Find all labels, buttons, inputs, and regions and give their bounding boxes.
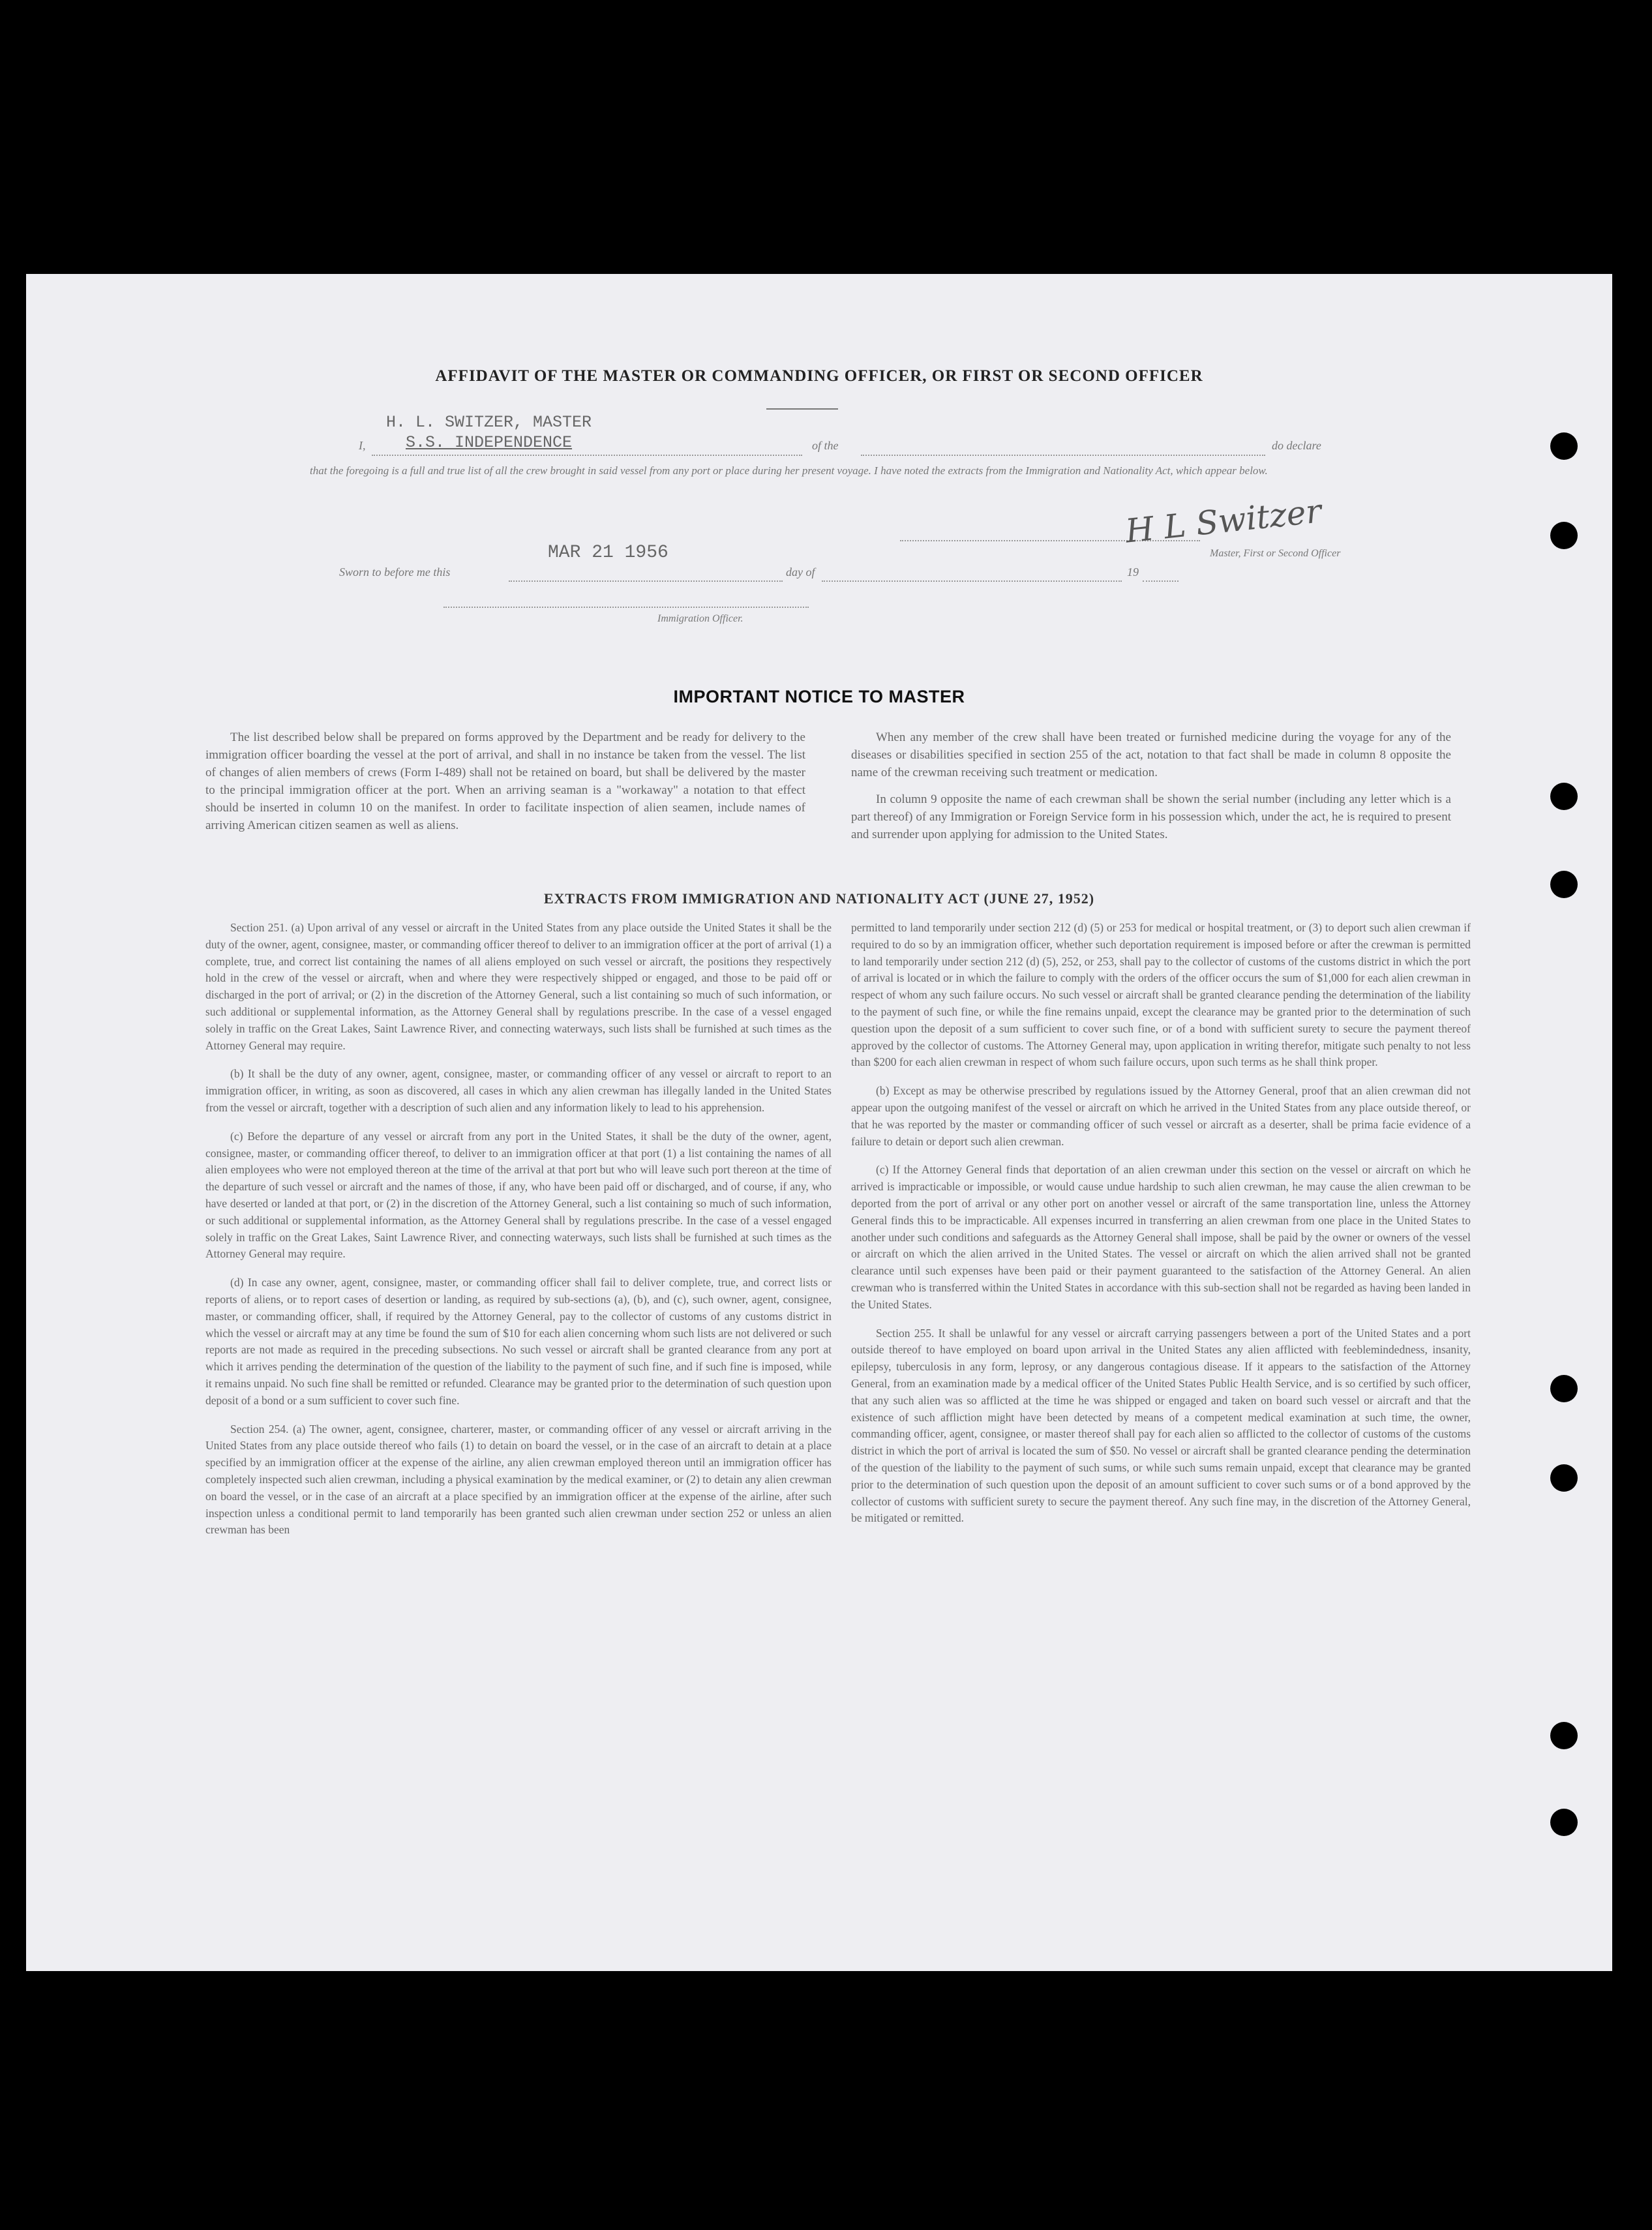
master-signature: H L Switzer [1123,492,1323,550]
binder-hole [1550,783,1578,810]
of-the-label: of the [812,439,839,452]
i-label: I, [359,439,366,452]
extract-paragraph: (b) Except as may be otherwise prescribed by regulations issued by the Attorney General, proof that an alien crewman did not appear upon the outgoing manifest of the vessel or aircraft on which he arrived in the United States from any place outside thereof, or that he was reported by the master or commanding officer of such vessel or aircraft as a deserter, shall be prima facie evidence of a failure to detain or deport such alien crewman. [851,1084,1471,1148]
extract-paragraph: Section 251. (a) Upon arrival of any vessel or aircraft in the United States from any place outside the United States it shall be the duty of the owner, agent, consignee, master, or commanding officer thereof to deliver to an immigration officer at the port of arrival (1) a complete, true, and correct list containing the names of all aliens employed on such vessel or aircraft, the positions they respectively hold in the crew of the vessel or aircraft, when and where they were respectively shipped or engaged, and those to be paid off or discharged in the port of arrival; or (2) in the discretion of the Attorney General, such a list containing so much of such information, or such additional or supplemental information, as the Attorney General shall by regulations prescribe. In the case of a vessel engaged solely in traffic on the Great Lakes, Saint Lawrence River, and connecting waterways, such lists shall be furnished at such times as the Attorney General may require. [205,921,832,1052]
extract-paragraph: (d) In case any owner, agent, consignee, master, or commanding officer shall fail to deliver complete, true, and correct lists or reports of aliens, or to report cases of desertion or landing, as required by sub-sections (a), (b), and (c), such owner, agent, consignee, master, or commanding officer, shall, if required by the Attorney General, pay to the collector of customs of any customs district in which the vessel or aircraft may at any time be found the sum of $10 for each alien concerning whom such lists are not delivered or such reports are not made as required in the preceding subsections. No such vessel or aircraft shall be granted clearance from any port at which it arrives pending the determination of the question of the liability to the payment of such fine, and if such fine is imposed, while it remains unpaid. No such fine shall be remitted or refunded. Clearance may be granted prior to the determination of such question upon deposit of a bond or a sum sufficient to cover such fine. [205,1276,832,1407]
declaration-text: that the foregoing is a full and true list of all the crew brought in said vessel from any port or place during her present voyage. I have noted the extracts from the Immigration and Nationality Act, which appear below. [310,464,1268,477]
affidavit-title: AFFIDAVIT OF THE MASTER OR COMMANDING OFFICER, OR FIRST OR SECOND OFFICER [435,367,1203,385]
binder-hole [1550,1722,1578,1749]
binder-hole [1550,1375,1578,1402]
extract-paragraph: (c) If the Attorney General finds that deportation of an alien crewman under this section on the vessel or aircraft on which he arrived is impracticable or impossible, or would cause undue hardship to such alien crewman, he may cause the alien crewman to be deported from the port of arrival or any other port on another vessel or aircraft of the same transportation line, unless the Attorney General finds this to be impracticable. All expenses incurred in transferring an alien crewman from one place in the United States to another under such conditions and safeguards as the Attorney General shall impose, shall be paid by the owner or owners of the vessel or aircraft on which the alien arrived in the United States. The vessel or aircraft on which the alien arrived shall not be granted clearance until such expenses have been paid or their payment guaranteed to the satisfaction of the Attorney General. An alien crewman who is transferred within the United States in accordance with this sub-section shall not be regarded as having been landed in the United States. [851,1163,1471,1311]
extract-paragraph: Section 255. It shall be unlawful for any vessel or aircraft carrying passengers between a port of the United States and a port outside thereof to have employed on board upon arrival in the United States any alien afflicted with feeblemindedness, insanity, epilepsy, tuberculosis in any form, leprosy, or any dangerous contagious disease. If it appears to the satisfaction of the Attorney General, from an examination made by a medical officer of the United States Public Health Service, and is so certified by such officer, that any such alien was so afflicted at the time he was shipped or engaged and taken on board such vessel or aircraft and that the existence of such affliction might have been detected by means of a competent medical examination at such time, the owner, commanding officer, agent, consignee, or master thereof shall pay for each alien so afflicted to the collector of customs of the customs district in which the port of arrival is located the sum of $50. No vessel or aircraft shall be granted clearance pending the determination of the question of the liability to the payment of such sums, or while such sums remain unpaid, except that clearance may be granted prior to the determination of such question upon the deposit of an amount sufficient to cover such sums or of a bond approved by the collector of customs with sufficient surety to secure the payment thereof. Any such fine may, in the discretion of the Attorney General, be mitigated or remitted. [851,1326,1471,1525]
binder-hole [1550,1809,1578,1836]
name-line [372,455,802,456]
day-line [509,580,783,582]
year-label: 19 [1127,565,1139,579]
do-declare-label: do declare [1272,439,1321,452]
notice-paragraph: When any member of the crew shall have been treated or furnished medicine during the voyage for any of the diseases or disabilities specified in section 255 of the act, notation to that fact shall be made in column 8 opposite the name of the crewman receiving such treatment or medication. [851,731,1451,779]
extract-paragraph: (b) It shall be the duty of any owner, agent, consignee, master, or commanding officer of any vessel or aircraft to report to an immigration officer, in writing, as soon as discovered, all cases in which any alien crewman has illegally landed in the United States from the vessel or aircraft, together with a description of such alien and any information likely to lead to his apprehension. [205,1067,832,1114]
extracts-title: EXTRACTS FROM IMMIGRATION AND NATIONALITY ACT (JUNE 27, 1952) [543,890,1095,907]
month-line [822,580,1122,582]
notice-right-column [851,729,1451,852]
extract-paragraph: (c) Before the departure of any vessel or aircraft from any port in the United States, it shall be the duty of the owner, agent, consignee, master, or commanding officer thereof, to deliver to an immigration officer at that port (1) a list containing the names of all alien employees who were not employed thereon at the time of the arrival at that port but who will leave such port thereon at the time of the departure of such vessel or aircraft and the names of those, if any, who have been paid off or discharged, and of course, if any, who have deserted or landed at that port, or (2) in the discretion of the Attorney General, such a list containing so much of such information, or such additional or supplemental information, as the Attorney General shall by regulations prescribe. In the case of a vessel engaged solely in traffic on the Great Lakes, Saint Lawrence River, and connecting waterways, such lists shall be furnished at such times as the Attorney General may require. [205,1129,832,1261]
year-line [1143,580,1179,582]
master-name: H. L. SWITZER, MASTER [386,413,592,432]
binder-hole [1550,432,1578,460]
sworn-label: Sworn to before me this [339,565,451,579]
binder-hole [1550,1464,1578,1492]
extract-paragraph: permitted to land temporarily under section 212 (d) (5) or 253 for medical or hospital treatment, or (3) to deport such alien crewman if required to do so by an immigration officer, whether such deportation requirement is imposed before or after the crewman is permitted to land temporarily under section 212 (d) (5), 252, or 253, shall pay to the collector of customs of the customs district in which the port of arrival is located or in which the failure to comply with the orders of the officer occurs the sum of $1,000 for each alien crewman in respect of whom any such failure occurs. No such vessel or aircraft shall be granted clearance pending the determination of the liability to the payment of such fine, or while the fine remains unpaid, except the clearance may be granted prior to the determination of such question upon the deposit of a sum sufficient to cover such fine, or of a bond with sufficient surety to secure the payment thereof approved by the collector of customs. The Attorney General may, upon application in writing therefor, mitigate such penalty to not less than $200 for each alien crewman in respect of whom such failure occurs, upon such terms as he shall think proper. [851,921,1471,1069]
manifest-page [26,274,1612,1971]
notice-paragraph: The list described below shall be prepared on forms approved by the Department and be ready for delivery to the immigration officer boarding the vessel at the port of arrival, and shall in no instance be taken from the vessel. The list of changes of alien members of crews (Form I-489) shall not be retained on board, but shall be delivered by the master to the principal immigration officer at the port. When an arriving seaman is a "workaway" a notation to that effect should be inserted in column 10 on the manifest. In order to facilitate inspection of alien seamen, include names of arriving American citizen seamen as well as aliens. [205,731,805,832]
title-rule [766,408,838,410]
notice-left-column [205,729,805,843]
extract-paragraph: Section 254. (a) The owner, agent, consignee, charterer, master, or commanding officer of any vessel or aircraft arriving in the United States from any place outside thereof who fails (1) to detain on board the vessel, or in the case of an aircraft to detain at a place specified by an immigration officer at the expense of the airline, any alien crewman employed thereon until an immigration officer has completely inspected such alien crewman, including a physical examination by the medical examiner, or (2) to detain any alien crewman on board the vessel, or in the case of an aircraft at a place specified by an immigration officer at the expense of the airline, after such inspection unless a conditional permit to land temporarily has been granted such alien crewman under section 252 or unless an alien crewman has been [205,1422,832,1537]
binder-hole [1550,522,1578,549]
notice-title: IMPORTANT NOTICE TO MASTER [673,687,965,706]
signer-caption: Master, First or Second Officer [1210,548,1341,559]
extracts-right-column [851,920,1471,1539]
vessel-line [861,455,1265,456]
notice-paragraph: In column 9 opposite the name of each crewman shall be shown the serial number (including any letter which is a part thereof) of any Immigration or Foreign Service form in his possession which, under the act, he is required to present and surrender upon applying for admission to the United States. [851,792,1451,841]
day-of-label: day of [786,565,815,579]
officer-caption: Immigration Officer. [657,613,743,624]
date-stamp: MAR 21 1956 [548,543,668,563]
officer-line [443,607,809,608]
vessel-name: S.S. INDEPENDENCE [406,433,573,452]
extracts-left-column [205,920,832,1550]
